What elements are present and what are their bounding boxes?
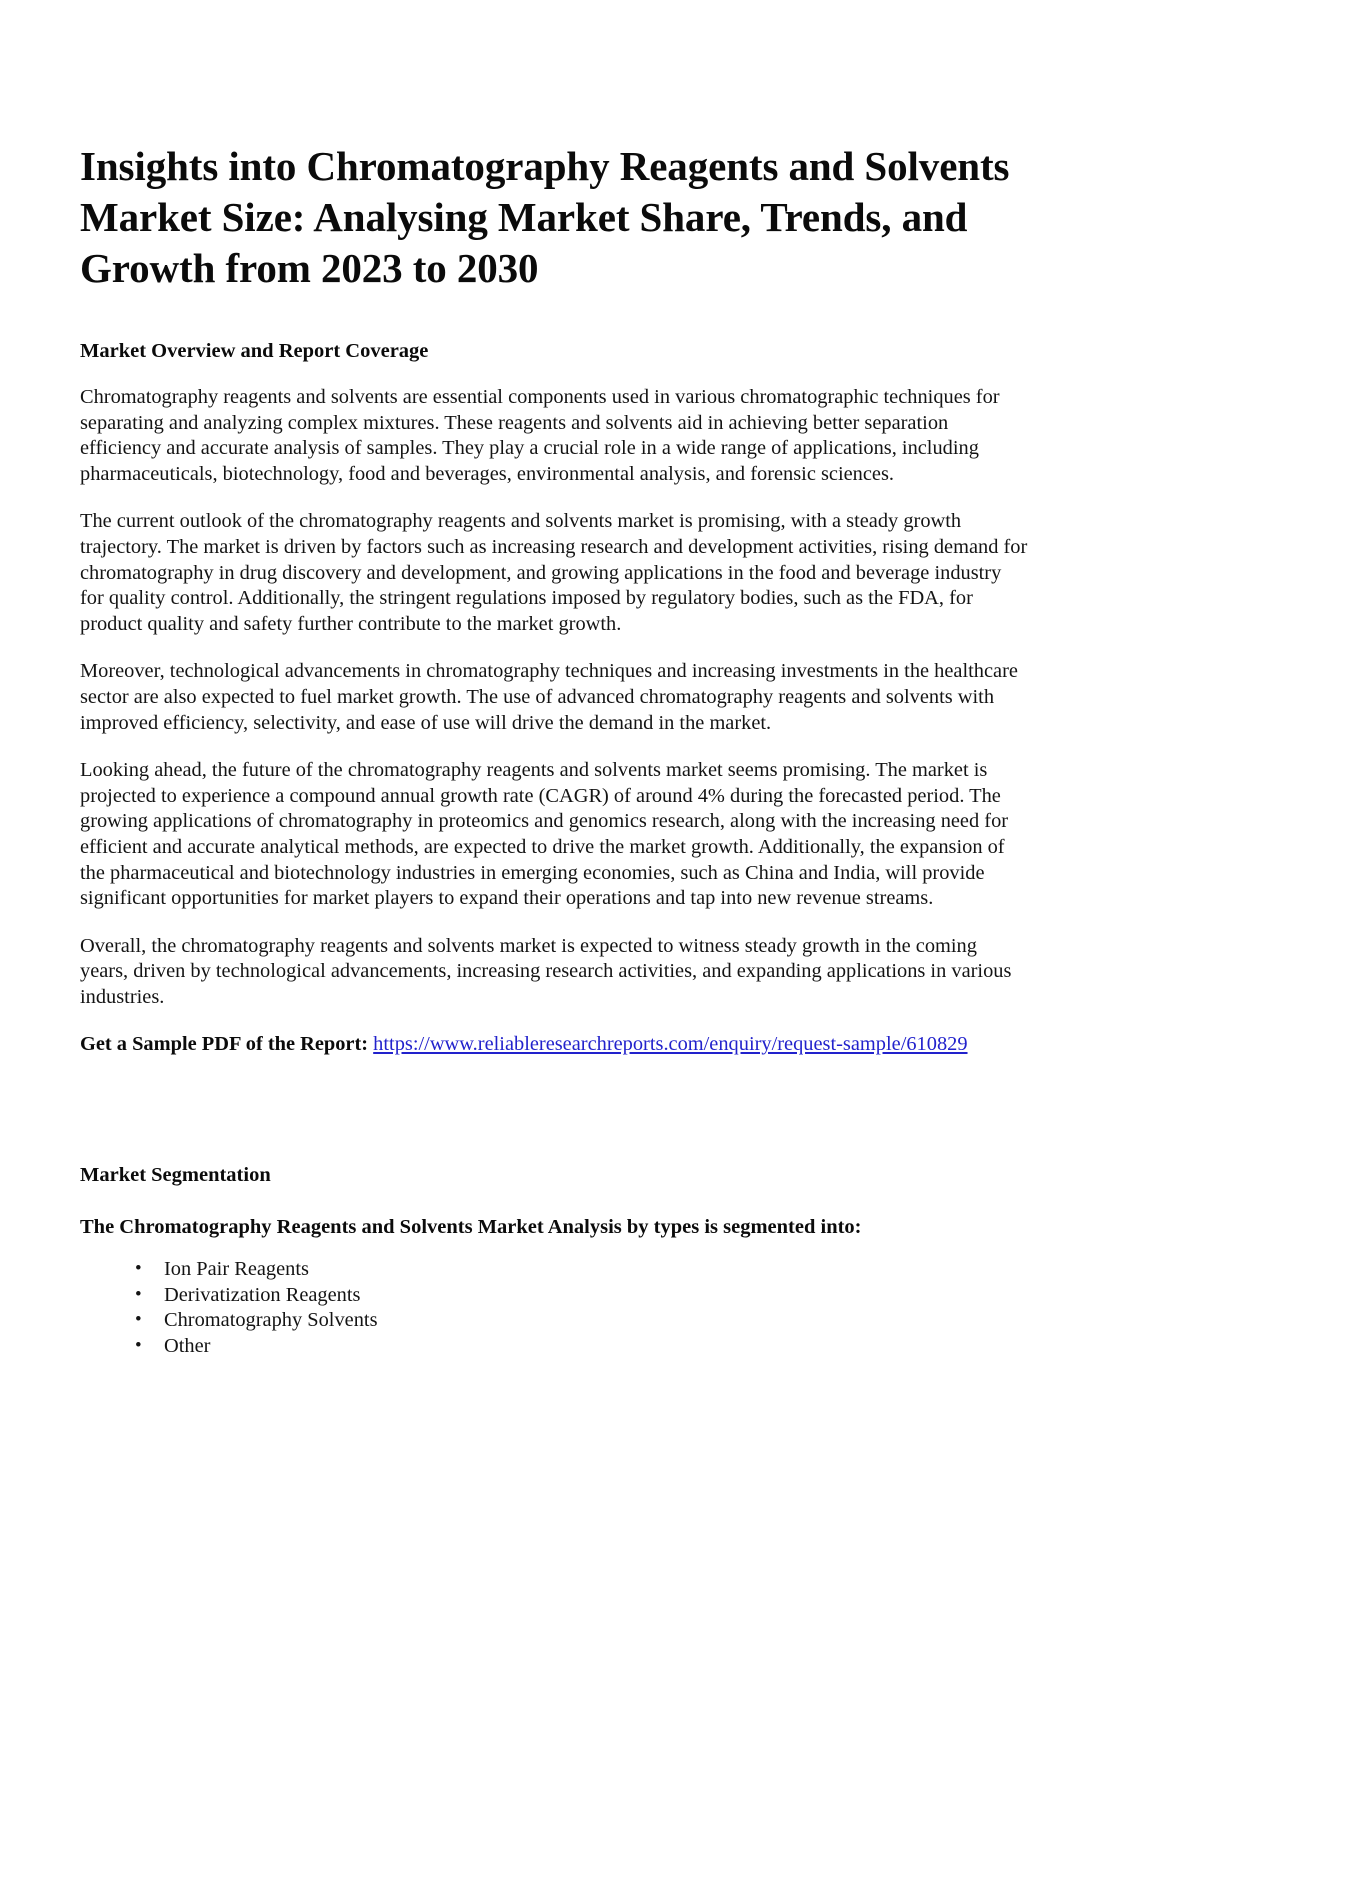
section-heading-market-segmentation: Market Segmentation — [80, 1164, 271, 1187]
list-item: • Chromatography Solvents — [135, 1308, 1028, 1334]
list-item: • Ion Pair Reagents — [135, 1257, 1028, 1283]
spacer — [80, 1010, 1028, 1032]
spacer — [80, 294, 1028, 338]
paragraph-future-outlook: Looking ahead, the future of the chromatography reagents and solvents market seems promising. The market is projected to experience a compound annual growth rate (CAGR) of around 4% during the forecasted period. The growing applications of chromatography in proteomics and genomics research, along with the increasing need for efficient and accurate analytical methods, are expected to drive the market growth. Additionally, the expansion of the pharmaceutical and biotechnology industries in emerging economies, such as China and India, will provide significant opportunities for market players to expand their operations and tap into new revenue streams. — [80, 759, 1009, 910]
spacer — [80, 1188, 1028, 1214]
paragraph-current-outlook: The current outlook of the chromatography reagents and solvents market is promising, with a steady growth trajectory. The market is driven by factors such as increasing research and development activities, rising demand for chromatography in drug discovery and development, and growing applications in the food and beverage industry for quality control. Additionally, the stringent regulations imposed by regulatory bodies, such as the FDA, for product quality and safety further contribute to the market growth. — [80, 510, 1028, 635]
segmentation-types-subheading: The Chromatography Reagents and Solvents Market Analysis by types is segmented into: — [80, 1216, 862, 1239]
sample-pdf-link[interactable]: https://www.reliableresearchreports.com/enquiry/request-sample/610829 — [373, 1033, 968, 1056]
spacer — [80, 736, 1028, 758]
sample-pdf-label: Get a Sample PDF of the Report: — [80, 1033, 369, 1056]
section-heading-market-overview: Market Overview and Report Coverage — [80, 340, 429, 362]
spacer — [80, 637, 1028, 659]
segmentation-types-list — [80, 1257, 1028, 1359]
spacer — [80, 364, 1028, 385]
paragraph-overview-intro: Chromatography reagents and solvents are essential components used in various chromatographic techniques for separating and analyzing complex mixtures. These reagents and solvents aid in achieving better separation efficiency and accurate analysis of samples. They play a crucial role in a wide range of applications, including pharmaceuticals, biotechnology, food and beverages, environmental analysis, and forensic sciences. — [80, 386, 1000, 485]
spacer — [80, 1240, 1028, 1257]
spacer — [80, 487, 1028, 509]
sample-pdf-line — [80, 1032, 1028, 1058]
paragraph-technological-advancements: Moreover, technological advancements in chromatography techniques and increasing investments in the healthcare sector are also expected to fuel market growth. The use of advanced chromatography reagents and solvents with improved efficiency, selectivity, and ease of use will drive the demand in the market. — [80, 660, 1018, 734]
page-title: Insights into Chromatography Reagents and Solvents Market Size: Analysing Market Share, Trends, and Growth from 2023 to 2030 — [80, 143, 1010, 291]
list-item: • Other — [135, 1334, 1028, 1360]
spacer — [80, 912, 1028, 934]
spacer — [80, 1058, 1028, 1162]
document-content — [80, 141, 1028, 1359]
paragraph-overall-summary: Overall, the chromatography reagents and solvents market is expected to witness steady growth in the coming years, driven by technological advancements, increasing research activities, and expanding applications in various industries. — [80, 934, 1012, 1008]
list-item: • Derivatization Reagents — [135, 1283, 1028, 1309]
